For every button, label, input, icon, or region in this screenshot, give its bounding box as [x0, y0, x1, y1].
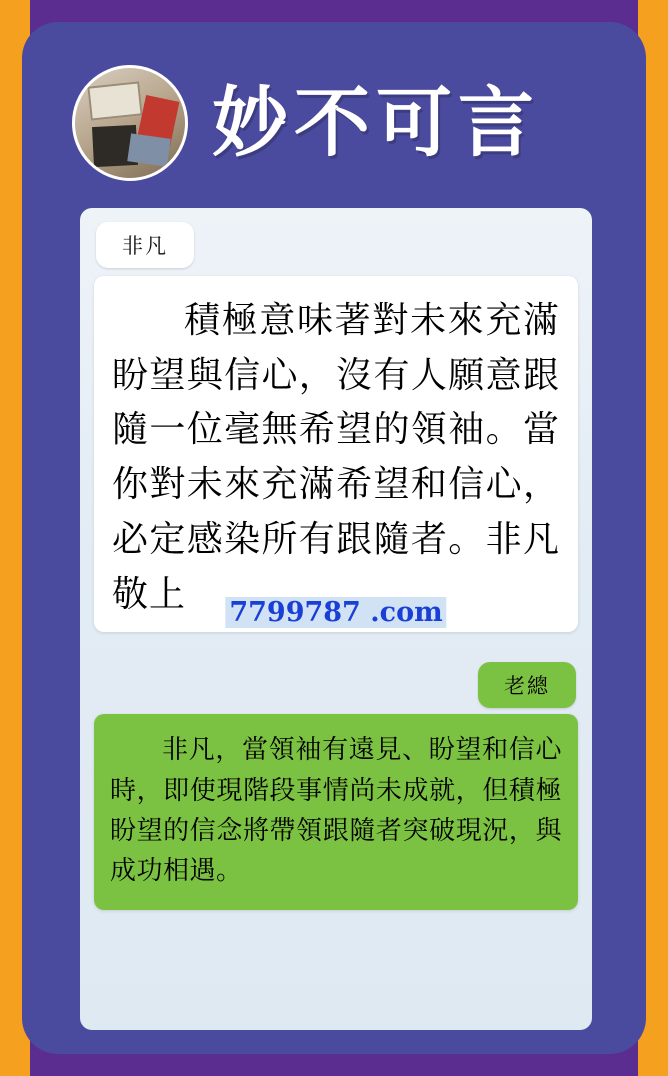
- header: [22, 58, 646, 188]
- message-bubble-2: [94, 714, 578, 909]
- sender-label-2: 老總: [478, 662, 576, 708]
- stamp-shape-1: [87, 81, 142, 120]
- site-title: 妙不可言: [212, 78, 540, 167]
- watermark: 7799787 .com: [225, 597, 446, 628]
- message-bubble-1: [94, 276, 578, 632]
- message-text-1: 積極意味著對未來充滿盼望與信心，沒有人願意跟隨一位毫無希望的領袖。當你對未來充滿希望和信心，必定感染所有跟隨者。非凡 敬上: [112, 300, 560, 615]
- stamp-shape-4: [127, 133, 171, 166]
- message-sender-row-2: [94, 662, 576, 708]
- sender-label-1: 非凡: [96, 222, 194, 268]
- conversation-panel: [80, 208, 592, 1030]
- stamps-photo-icon: [72, 65, 188, 181]
- message-sender-row-1: [96, 222, 578, 268]
- main-card: [22, 22, 646, 1054]
- message-text-2: 非凡，當領袖有遠見、盼望和信心時，即使現階段事情尚未成就，但積極盼望的信念將帶領跟隨者突破現況，與成功相遇。: [110, 735, 562, 887]
